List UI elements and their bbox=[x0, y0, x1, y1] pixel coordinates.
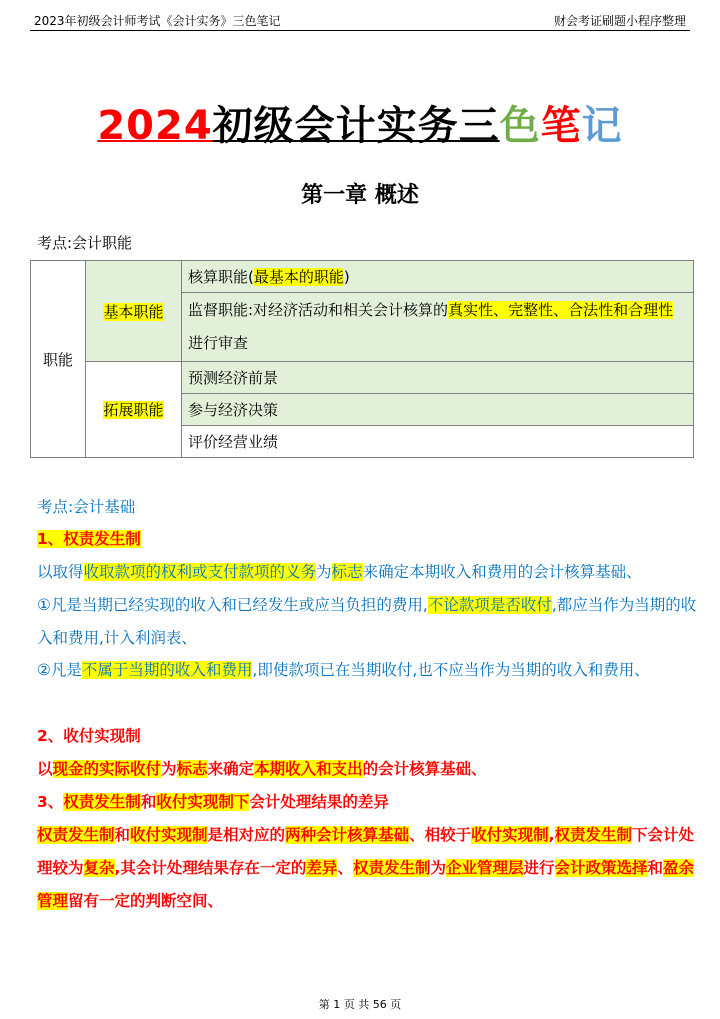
table-row: 参与经济决策 bbox=[182, 394, 694, 426]
table-row: 核算职能(最基本的职能) bbox=[182, 261, 694, 293]
paragraph-accrual-definition: 以取得收取款项的权利或支付款项的义务为标志来确定本期收入和费用的会计核算基础、 bbox=[37, 563, 642, 581]
header-source: 财会考证刷题小程序整理 bbox=[553, 14, 686, 28]
title-main: 初级会计实务三 bbox=[212, 103, 500, 149]
paragraph-cash-basis: 以现金的实际收付为标志来确定本期收入和支出的会计核算基础、 bbox=[37, 760, 487, 778]
paragraph-difference: 权责发生制和收付实现制是相对应的两种会计核算基础、相较于收付实现制,权责发生制下会计处理较为复杂,其会计处理结果存在一定的差异、权责发生制为企业管理层进行会计政策选择和盈余管理留有一定的判断空间、 bbox=[37, 826, 695, 910]
page-header bbox=[30, 8, 690, 31]
title-color-blue: 记 bbox=[581, 103, 623, 149]
main-title bbox=[0, 94, 720, 151]
table-row: 预测经济前景 bbox=[182, 362, 694, 394]
chapter-title: 第一章 概述 bbox=[301, 183, 419, 208]
heading-accrual: 1、权责发生制 bbox=[37, 530, 141, 548]
title-color-red: 笔 bbox=[540, 103, 582, 149]
title-color-green: 色 bbox=[499, 103, 541, 149]
page-number: 第 1 页 共 56 页 bbox=[318, 998, 402, 1011]
paragraph-accrual-rule-1: ①凡是当期已经实现的收入和已经发生或应当负担的费用,不论款项是否收付,都应当作为当期的收入和费用,计入利润表、 bbox=[37, 596, 697, 647]
header-doc-title: 2023年初级会计师考试《会计实务》三色笔记 bbox=[34, 14, 281, 28]
heading-cash-basis: 2、收付实现制 bbox=[37, 727, 141, 745]
basic-function-cell: 基本职能 bbox=[86, 261, 182, 362]
section-label-basis: 考点:会计基础 bbox=[37, 498, 136, 516]
section-label-functions: 考点:会计职能 bbox=[37, 234, 133, 252]
title-year: 2024 bbox=[97, 103, 213, 149]
table-row: 评价经营业绩 bbox=[182, 426, 694, 458]
extended-function-cell: 拓展职能 bbox=[86, 362, 182, 458]
table-row: 监督职能:对经济活动和相关会计核算的真实性、完整性、合法性和合理性进行审查 bbox=[182, 293, 694, 362]
table-root-cell: 职能 bbox=[31, 261, 86, 458]
heading-difference: 3、权责发生制和收付实现制下会计处理结果的差异 bbox=[37, 793, 389, 811]
paragraph-accrual-rule-2: ②凡是不属于当期的收入和费用,即使款项已在当期收付,也不应当作为当期的收入和费用、 bbox=[37, 661, 650, 679]
functions-table bbox=[30, 260, 694, 458]
